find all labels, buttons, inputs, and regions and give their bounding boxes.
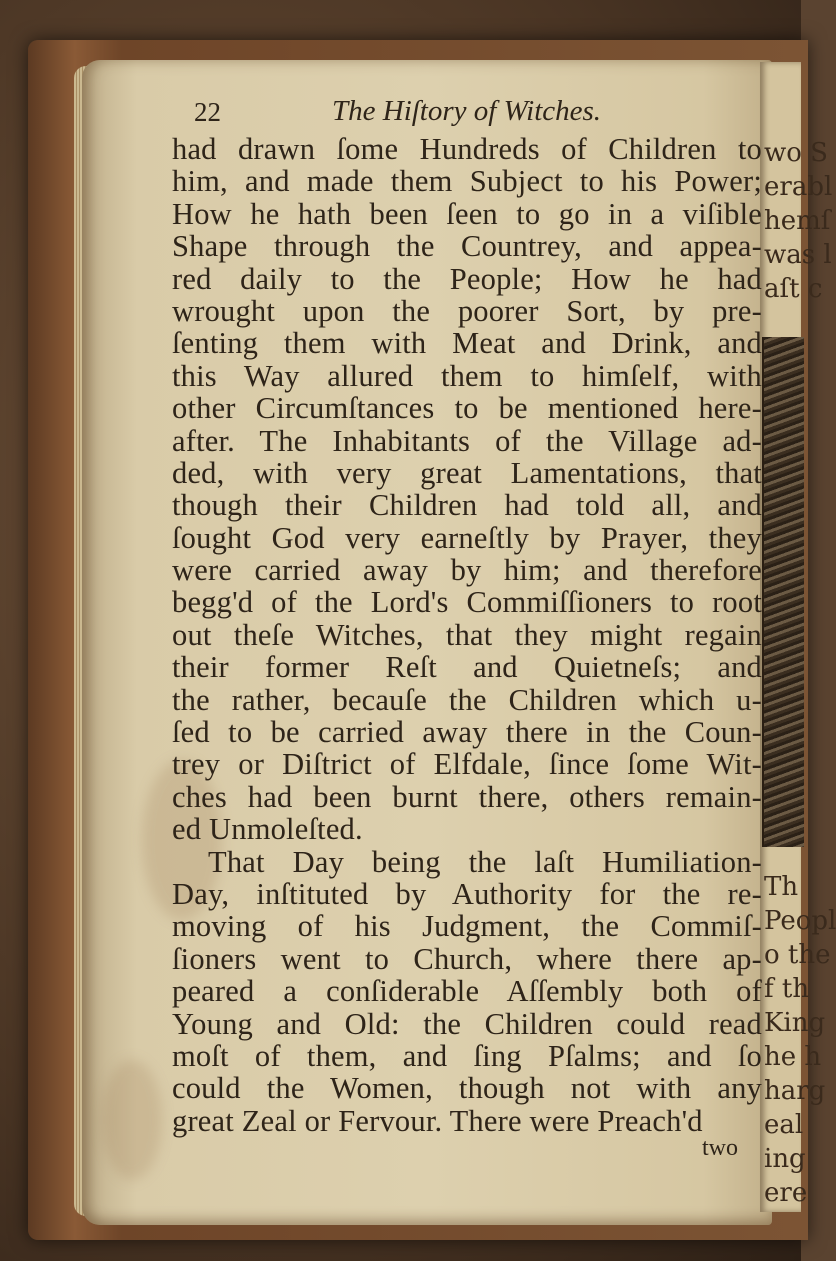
- facing-page-edge: [760, 62, 836, 1212]
- facing-text: harg: [764, 1076, 826, 1106]
- text-line: other Circumſtances to be mentioned here-: [172, 391, 762, 426]
- facing-text: he h: [764, 1042, 822, 1072]
- text-line: ed Unmoleſted.: [172, 812, 363, 847]
- text-line: trey or Diſtrict of Elfdale, ſince ſome Wit-: [172, 747, 762, 782]
- text-line: ded, with very great Lamentations, that: [172, 455, 762, 490]
- text-line: after. The Inhabitants of the Village ad-: [172, 423, 762, 458]
- text-line: red daily to the People; How he had: [172, 261, 762, 296]
- page-header: [172, 93, 762, 131]
- text-line: him, and made them Subject to his Power;: [172, 164, 762, 199]
- text-line: could the Women, though not with any: [172, 1071, 762, 1106]
- facing-text: King: [764, 1008, 826, 1038]
- page-number: 22: [194, 97, 221, 127]
- facing-text: ere: [764, 1178, 808, 1208]
- text-line: their former Reſt and Quietneſs; and: [172, 650, 762, 685]
- facing-text: hemſ: [764, 206, 831, 236]
- facing-text: o the: [764, 940, 831, 970]
- text-line: the rather, becauſe the Children which u-: [172, 682, 762, 717]
- text-line: That Day being the laſt Humiliation-: [208, 844, 762, 879]
- facing-text: f th: [764, 974, 810, 1004]
- text-line: this Way allured them to himſelf, with: [172, 358, 762, 393]
- facing-text: ing: [764, 1144, 806, 1174]
- text-line: ſioners went to Church, where there ap-: [172, 941, 762, 976]
- text-line: moving of his Judgment, the Commiſ-: [172, 909, 762, 944]
- text-line: ches had been burnt there, others remain-: [172, 779, 762, 814]
- catchword: two: [702, 1135, 738, 1161]
- text-line: Shape through the Countrey, and appea-: [172, 229, 762, 264]
- facing-text: was l: [764, 240, 832, 270]
- text-line: great Zeal or Fervour. There were Preach'd: [172, 1103, 703, 1138]
- paper-stain: [102, 1060, 162, 1180]
- text-line: though their Children had told all, and: [172, 488, 762, 523]
- facing-text: eal: [764, 1110, 804, 1140]
- text-line: ſenting them with Meat and Drink, and: [172, 326, 762, 361]
- facing-text: aſt c: [764, 274, 823, 304]
- facing-text: wo S: [764, 138, 828, 168]
- text-line: peared a conſiderable Aſſembly both of: [172, 974, 762, 1009]
- text-line: moſt of them, and ſing Pſalms; and ſo: [172, 1038, 762, 1073]
- text-line: out theſe Witches, that they might regain: [172, 617, 762, 652]
- text-line: wrought upon the poorer Sort, by pre-: [172, 293, 762, 328]
- body-text: [172, 133, 762, 1137]
- text-line: Day, inſtituted by Authority for the re-: [172, 876, 762, 911]
- text-line: begg'd of the Lord's Commiſſioners to root: [172, 585, 762, 620]
- text-line: How he hath been ſeen to go in a viſible: [172, 196, 762, 231]
- text-line: Young and Old: the Children could read: [172, 1006, 762, 1041]
- text-line: were carried away by him; and therefore: [172, 553, 762, 588]
- text-line: ſed to be carried away there in the Coun-: [172, 715, 762, 750]
- facing-engraving: [762, 337, 804, 847]
- text-line: ſought God very earneſtly by Prayer, they: [172, 520, 762, 555]
- facing-text: Th: [764, 872, 799, 902]
- facing-text: erabl: [764, 172, 833, 202]
- running-title: The Hiſtory of Witches.: [332, 95, 602, 127]
- text-line: had drawn ſome Hundreds of Children to: [172, 132, 762, 166]
- page-text: [172, 93, 762, 1161]
- facing-text: Peopl: [764, 906, 836, 936]
